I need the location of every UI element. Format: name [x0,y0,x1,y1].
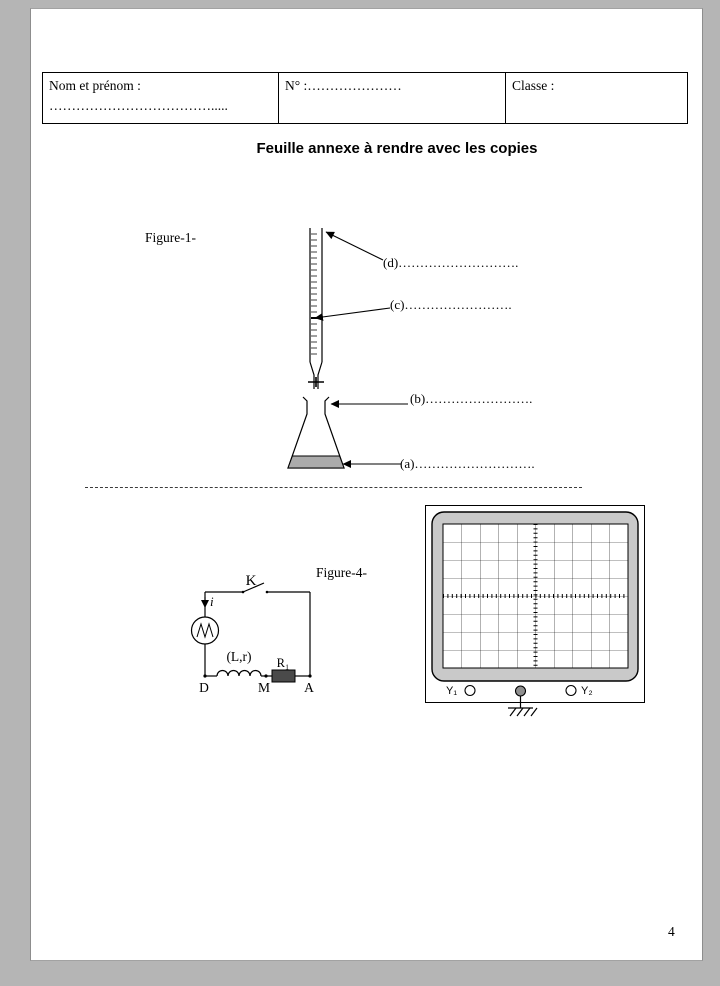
arrow-d [326,232,383,260]
name-label: Nom et prénom : [49,78,141,93]
page-title: Feuille annexe à rendre avec les copies [256,140,538,157]
callout-c: (c)……………………. [390,297,512,312]
student-info-table [42,72,688,124]
figure4-label: Figure-4- [316,565,367,580]
callout-d: (d)………………………. [383,255,519,270]
inductor-coil [217,671,261,677]
number-cell: N° :………………… [279,73,506,123]
flask-liquid [288,456,344,468]
burette-graduations [311,234,317,354]
y1-input-label: Y₁ [446,685,458,697]
switch-label: K [245,573,257,589]
node-d-dot [203,674,206,677]
node-a-label: A [304,680,314,695]
center-knob [516,686,526,696]
flask-drawing [288,397,344,468]
node-a-dot [308,674,311,677]
figure4-circuit [185,570,330,698]
inductor-label: (L,r) [226,649,252,664]
y2-input-label: Y₂ [581,685,593,697]
resistor-label: R₁ [276,656,290,670]
switch-contact [242,591,245,594]
node-m-label: M [257,680,271,695]
stopcock [308,377,324,387]
current-label: i [210,594,214,609]
name-cell [43,73,279,123]
generator-waveform [197,624,213,637]
oscilloscope-drawing [425,503,647,719]
y2-input-jack [566,686,576,696]
dashed-separator [85,487,582,488]
switch-contact [266,591,269,594]
figure1-label: Figure-1- [145,230,196,245]
node-d-label: D [199,680,209,695]
circuit-wires [205,583,310,676]
generator-symbol [192,617,219,644]
burette-drawing [308,228,324,389]
y1-input-jack [465,686,475,696]
arrow-c [315,308,390,318]
callout-a: (a)………………………. [400,456,535,471]
node-m-dot [264,674,267,677]
resistor-r1 [272,670,295,682]
callout-b: (b)……………………. [410,391,533,406]
class-cell: Classe : [512,78,555,93]
page-number: 4 [668,924,675,939]
name-dotted-line: ………………………………..... [49,98,228,114]
